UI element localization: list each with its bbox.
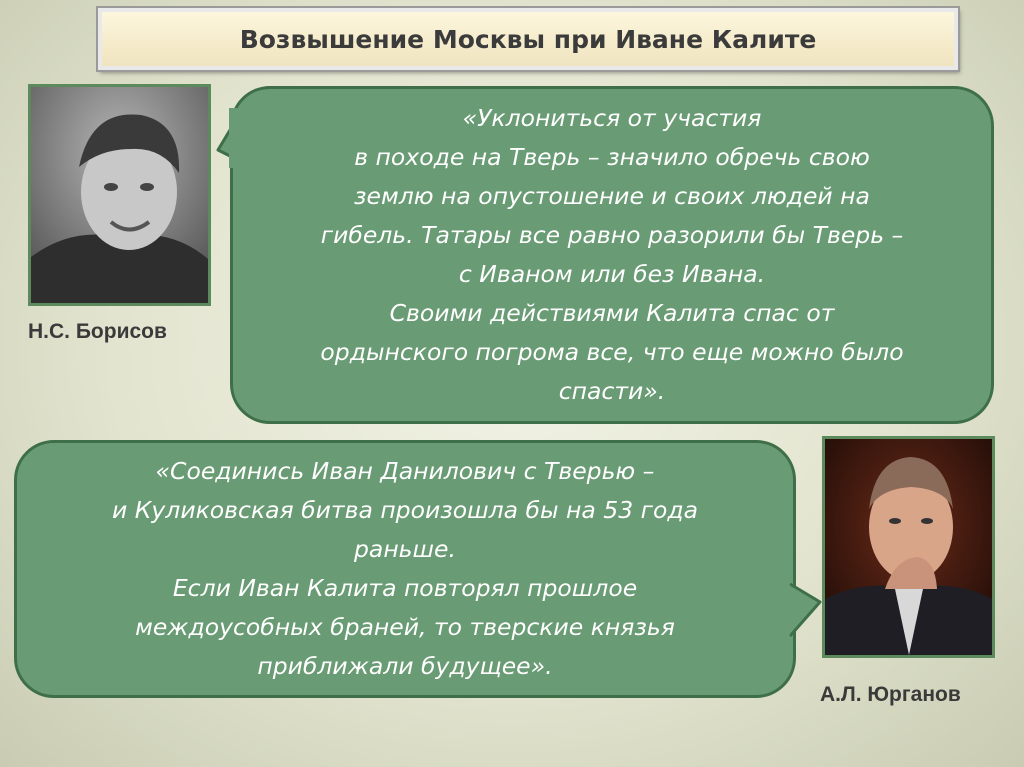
- author-yurganov: А.Л. Юрганов: [820, 683, 961, 706]
- slide-title-box: [98, 8, 958, 70]
- portrait-yurganov: [822, 436, 995, 658]
- quote-bubble-yurganov: [14, 440, 796, 698]
- portrait-photo-icon: [825, 439, 992, 655]
- slide-title: Возвышение Москвы при Иване Калите: [239, 24, 817, 54]
- portrait-photo-icon: [31, 87, 208, 303]
- quote-bubble-borisov: [230, 86, 994, 424]
- quote-text-borisov: «Уклониться от участия в походе на Тверь – значило обречь свою землю на опустошение и своих людей на гибель. Татары все равно разорили бы Тверь – с Иваном или без Ивана. Своими действиями Калита спас от ордынского погрома все, что еще можно было спасти».: [320, 104, 904, 405]
- portrait-borisov: [28, 84, 211, 306]
- author-borisov: Н.С. Борисов: [28, 320, 167, 343]
- bubble-tail-cover-top: [229, 105, 243, 177]
- quote-text-yurganov: «Соединись Иван Данилович с Тверью – и Куликовская битва произошла бы на 53 года раньше. Если Иван Калита повторял прошлое междоусобных браней, то тверские князья приближали будущее».: [111, 457, 699, 680]
